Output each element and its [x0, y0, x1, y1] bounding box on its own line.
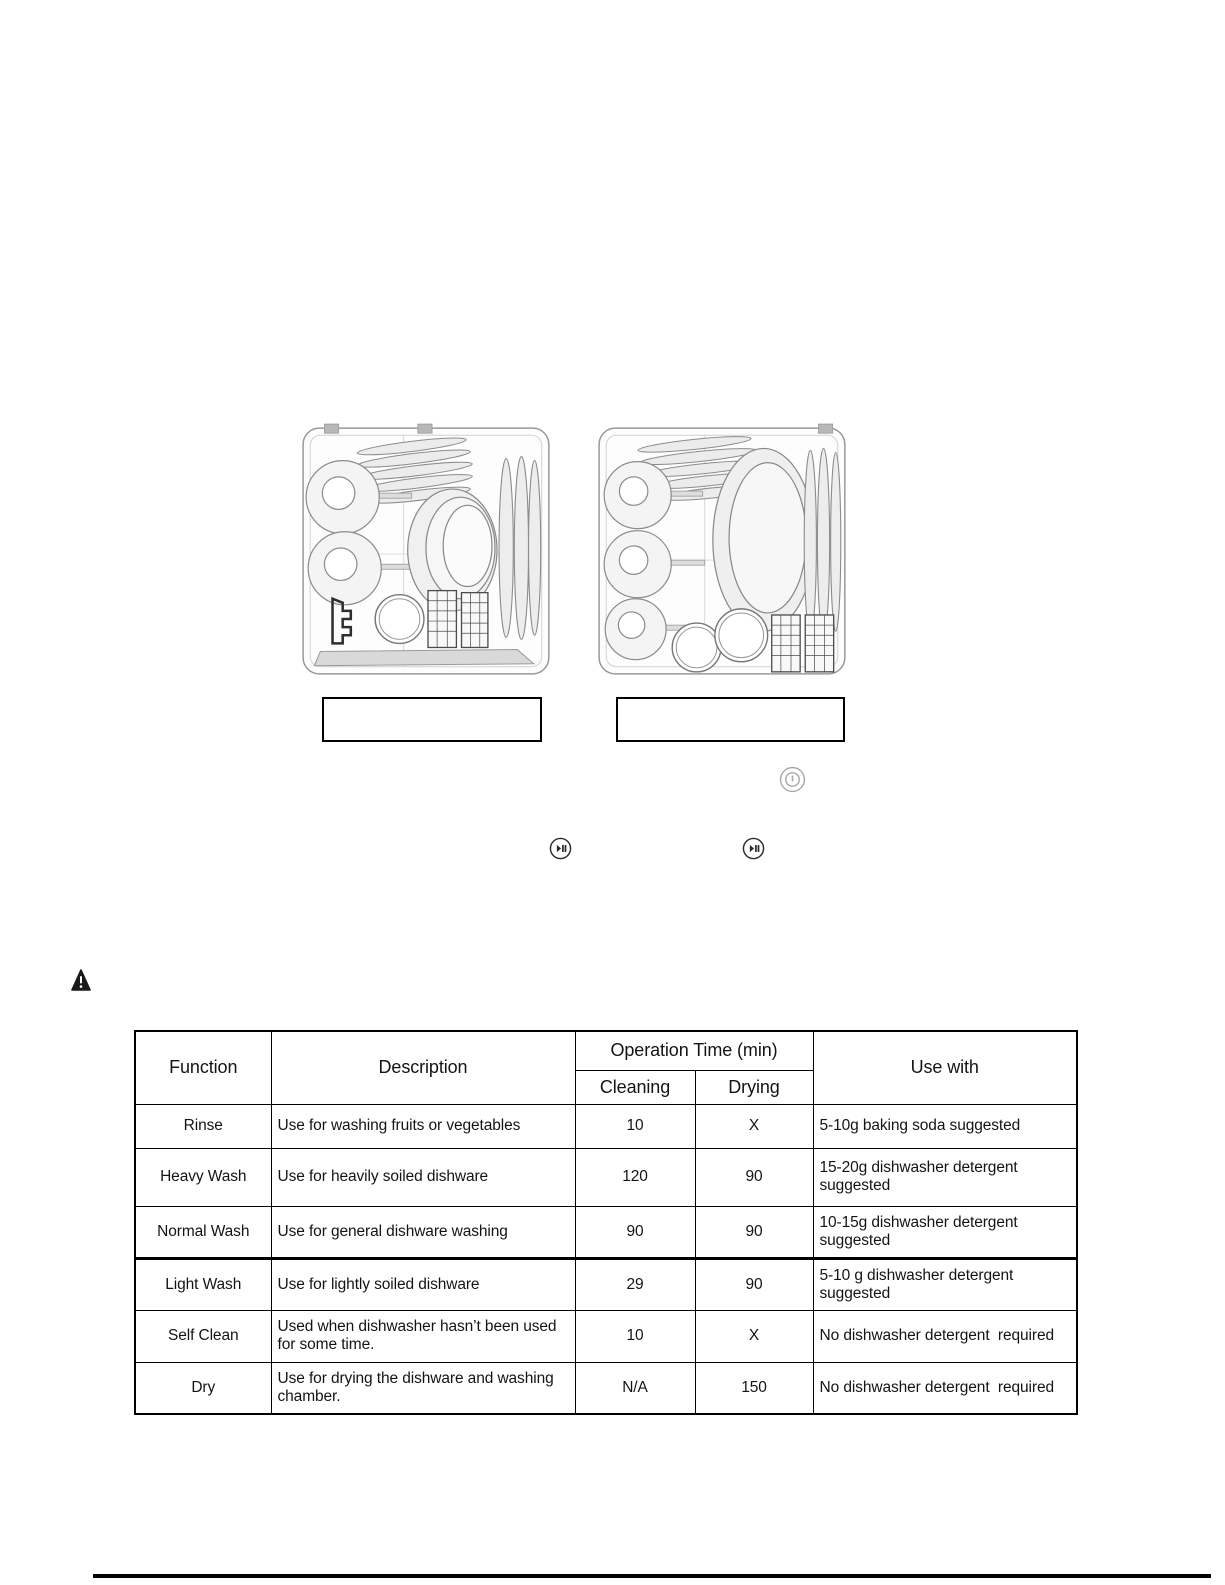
header-operation-time: Operation Time (min)	[575, 1031, 813, 1070]
dishwasher-loading-diagram-left	[298, 420, 560, 682]
header-function: Function	[135, 1031, 271, 1104]
cell-description: Used when dishwasher hasn’t been used for some time.	[277, 1318, 561, 1353]
play-pause-icon	[742, 837, 765, 860]
header-use-with: Use with	[813, 1031, 1077, 1104]
right-caption-box	[616, 697, 845, 742]
cell-use-with: No dishwasher detergent required	[819, 1327, 1055, 1344]
cell-cleaning: 29	[626, 1275, 644, 1293]
cell-cleaning: 10	[626, 1327, 644, 1344]
cell-description: Use for general dishware washing	[277, 1222, 508, 1240]
cell-function: Dry	[191, 1378, 216, 1396]
power-icon	[779, 766, 806, 793]
cell-use-with: 10-15g dishwasher detergent suggested	[819, 1213, 1022, 1249]
cell-description: Use for heavily soiled dishware	[277, 1168, 489, 1185]
play-pause-icon	[549, 837, 572, 860]
cell-function: Heavy Wash	[160, 1168, 247, 1185]
left-caption-box	[322, 697, 542, 742]
cell-use-with: No dishwasher detergent required	[819, 1378, 1055, 1396]
cell-drying: 90	[745, 1168, 763, 1185]
cell-drying: X	[748, 1117, 760, 1134]
header-drying: Drying	[695, 1070, 813, 1104]
cell-cleaning: N/A	[622, 1378, 648, 1396]
header-description: Description	[271, 1031, 575, 1104]
cell-function: Normal Wash	[157, 1222, 250, 1240]
table-row	[135, 1148, 1077, 1206]
table-row	[135, 1206, 1077, 1258]
cell-description: Use for lightly soiled dishware	[277, 1275, 480, 1293]
page-footer-rule	[93, 1574, 1211, 1578]
cell-drying: 90	[745, 1275, 763, 1293]
cell-cleaning: 120	[622, 1168, 648, 1185]
dishwasher-loading-diagram-right	[593, 420, 855, 682]
table-row	[135, 1104, 1077, 1148]
cell-function: Self Clean	[167, 1327, 239, 1344]
cell-drying: 150	[741, 1378, 767, 1396]
cell-function: Rinse	[183, 1117, 223, 1134]
cell-use-with: 5-10g baking soda suggested	[819, 1117, 1021, 1134]
warning-icon	[71, 968, 91, 992]
cell-use-with: 15-20g dishwasher detergent suggested	[819, 1159, 1022, 1194]
wash-function-table	[134, 1030, 1076, 1415]
table-row	[135, 1258, 1077, 1310]
rack-illustration-right-icon	[593, 420, 855, 682]
cell-cleaning: 10	[626, 1117, 644, 1134]
cell-function: Light Wash	[165, 1275, 242, 1293]
cell-drying: X	[748, 1327, 760, 1344]
table-row	[135, 1310, 1077, 1362]
cell-description: Use for washing fruits or vegetables	[277, 1117, 521, 1134]
rack-illustration-left-icon	[298, 420, 560, 682]
cell-cleaning: 90	[626, 1222, 644, 1240]
header-cleaning: Cleaning	[575, 1070, 695, 1104]
cell-use-with: 5-10 g dishwasher detergent suggested	[819, 1266, 1018, 1302]
cell-description: Use for drying the dishware and washing chamber.	[277, 1369, 558, 1405]
table-row	[135, 1362, 1077, 1414]
cell-drying: 90	[745, 1222, 763, 1240]
